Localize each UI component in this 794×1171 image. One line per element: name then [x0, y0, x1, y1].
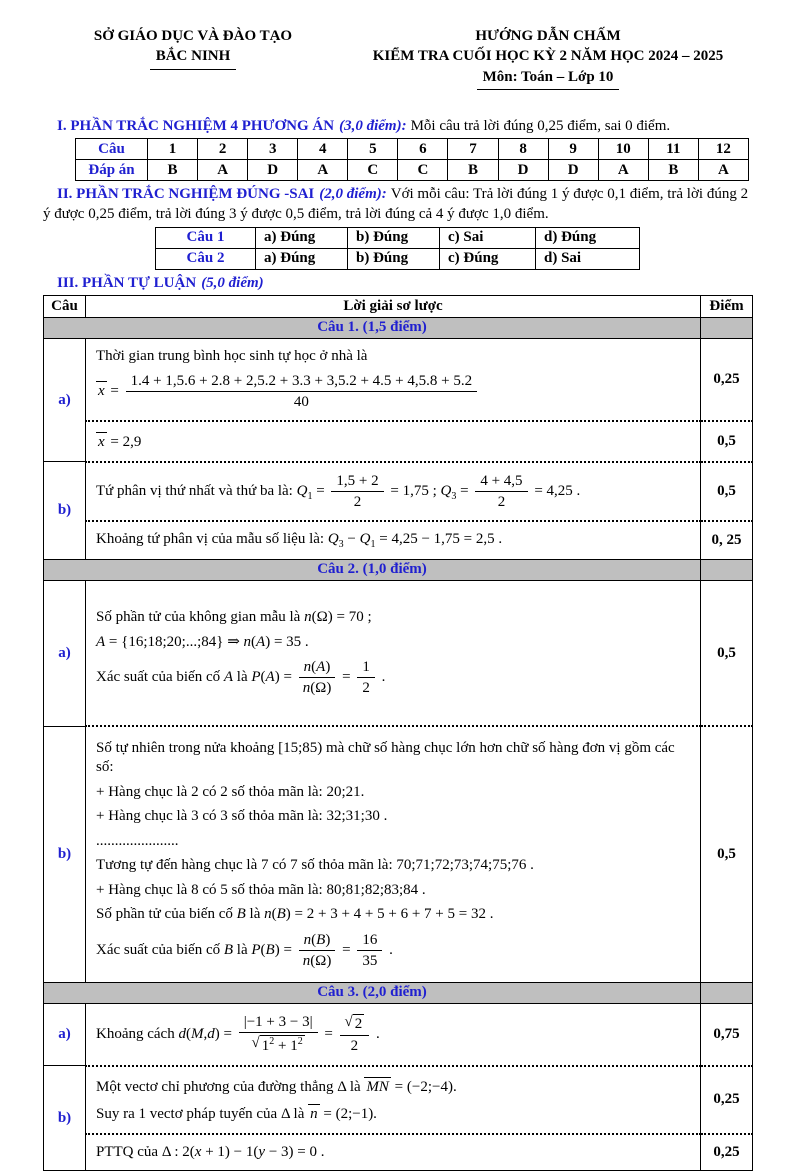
- overline: [96, 432, 107, 451]
- question-number-cell: 11: [648, 139, 698, 160]
- tf-row-label: Câu 2: [156, 248, 256, 269]
- question-band-label: Câu 1. (1,5 điểm): [44, 317, 701, 338]
- answer-letter-cell: A: [698, 160, 748, 181]
- fraction-numerator: 1.4 + 1,5.6 + 2.8 + 2,5.2 + 3.3 + 3,5.2 + 4.5 + 4,5.8 + 5.2: [126, 372, 477, 392]
- points-value: 0,75: [701, 1003, 753, 1065]
- solution-row: [44, 338, 753, 421]
- question-number-cell: 10: [598, 139, 648, 160]
- math-var: n: [264, 906, 272, 922]
- dept-location: BẮC NINH: [150, 46, 237, 69]
- answer-letter-cell: A: [198, 160, 248, 181]
- subject-line-wrap: [343, 67, 753, 90]
- part-label: b): [44, 462, 86, 560]
- question-band-label: Câu 2. (1,0 điểm): [44, 559, 701, 580]
- tf-option-cell: b) Đúng: [348, 227, 440, 248]
- math-var: d: [178, 1025, 186, 1042]
- solution-line: PTTQ của Δ : 2(x + 1) − 1(y − 3) = 0 .: [96, 1143, 325, 1160]
- fraction-numerator: 4 + 4,5: [475, 472, 527, 492]
- mc-answer-table-body: [76, 139, 749, 181]
- points-value: 0,5: [701, 421, 753, 462]
- radical-sign: √: [251, 1034, 260, 1051]
- math-var: B: [265, 941, 275, 958]
- section-3-title: III. PHẦN TỰ LUẬN: [57, 274, 197, 291]
- solution-line: Tương tự đến hàng chục là 7 có 7 số thỏa mãn là: 70;71;72;73;74;75;76 .: [96, 857, 534, 873]
- math-var: A: [265, 668, 275, 685]
- part-label: b): [44, 726, 86, 982]
- radical-sign: √: [344, 1014, 353, 1031]
- solution-content: [86, 462, 701, 521]
- part-label: a): [44, 1003, 86, 1065]
- fraction: [299, 658, 336, 697]
- solution-content: [86, 1003, 701, 1065]
- solution-content: [86, 421, 701, 462]
- section-1-heading: [43, 116, 753, 136]
- solution-table: [43, 295, 753, 1171]
- math-var: M: [190, 1025, 204, 1042]
- math-var: n: [302, 952, 311, 969]
- answer-letter-cell: B: [448, 160, 498, 181]
- math-var: n: [303, 659, 312, 675]
- tf-option-cell: a) Đúng: [256, 227, 348, 248]
- fraction-numerator: 1: [357, 658, 375, 678]
- math-var: n: [304, 609, 312, 625]
- part-label: b): [44, 1066, 86, 1171]
- solution-line: ......................: [96, 832, 179, 849]
- doc-header: [43, 26, 753, 90]
- solution-line: A = {16;18;20;...;84} ⇒ n(A) = 35 .: [96, 633, 309, 650]
- true-false-table-body: [156, 227, 640, 269]
- col-header-diem: Điểm: [701, 295, 753, 317]
- math-var: A: [96, 633, 106, 650]
- fraction-numerator: 1,5 + 2: [331, 472, 383, 492]
- solution-content: [86, 1066, 701, 1134]
- fraction: [126, 372, 477, 411]
- question-band-points-cell: [701, 559, 753, 580]
- subscript: 1: [307, 490, 313, 502]
- question-band-row: [44, 317, 753, 338]
- radicand: 2: [354, 1016, 363, 1033]
- fraction: [299, 931, 336, 970]
- answer-letter-cell: D: [248, 160, 298, 181]
- question-number-cell: 3: [248, 139, 298, 160]
- math-var: MN: [366, 1078, 389, 1095]
- tf-option-cell: a) Đúng: [256, 248, 348, 269]
- solution-line: Tứ phân vị thứ nhất và thứ ba là: $Q_1$ = $\frac{1,5 + 2}{2}$ = 1,75 ; $Q_3$ = $\frac{4 + 4,5}{2}$ = 4,25 .: [96, 472, 581, 510]
- math-var: B: [236, 906, 246, 922]
- question-number-cell: 9: [548, 139, 598, 160]
- solution-row: [44, 521, 753, 560]
- issuing-authority: [43, 26, 343, 90]
- question-band-points-cell: [701, 317, 753, 338]
- solution-content: [86, 338, 701, 421]
- mc-answer-row: [76, 160, 749, 181]
- fraction-numerator: [340, 1013, 370, 1036]
- question-number-cell: 12: [698, 139, 748, 160]
- fraction-denominator: 35: [362, 952, 378, 969]
- solution-row: [44, 1003, 753, 1065]
- section-1-points: (3,0 điểm):: [339, 117, 407, 134]
- math-var: Q: [359, 530, 371, 547]
- solution-row: [44, 1066, 753, 1134]
- tf-row: [156, 227, 640, 248]
- fraction: [340, 1013, 370, 1055]
- math-var: n: [302, 680, 311, 696]
- tf-row-label: Câu 1: [156, 227, 256, 248]
- answer-letter-cell: D: [548, 160, 598, 181]
- mc-row-header-cau: Câu: [76, 139, 148, 160]
- question-number-cell: 6: [398, 139, 448, 160]
- solution-content: [86, 521, 701, 560]
- solution-table-header-row: [44, 295, 753, 317]
- math-var: P: [251, 668, 261, 685]
- math-var: B: [276, 906, 286, 922]
- doc-title: HƯỚNG DẪN CHẤM: [475, 28, 621, 44]
- solution-line: x = 2,9: [98, 434, 142, 451]
- subscript: 1: [370, 538, 376, 550]
- math-var: x: [98, 434, 105, 451]
- part-label: a): [44, 580, 86, 726]
- question-band-row: [44, 559, 753, 580]
- question-number-cell: 5: [348, 139, 398, 160]
- math-var: n: [243, 633, 252, 650]
- answer-letter-cell: A: [298, 160, 348, 181]
- fraction-numerator: n(B): [299, 931, 336, 951]
- col-header-loigiai: Lời giải sơ lược: [86, 295, 701, 317]
- math-var: A: [256, 633, 266, 650]
- math-var: B: [316, 931, 326, 948]
- points-value: 0,25: [701, 338, 753, 421]
- math-var: x: [98, 383, 105, 400]
- superscript: 2: [269, 1035, 275, 1047]
- math-var: A: [316, 659, 326, 675]
- section-1-title: I. PHẦN TRẮC NGHIỆM 4 PHƯƠNG ÁN: [57, 117, 335, 134]
- overline: [308, 1104, 320, 1123]
- fraction-numerator: |−1 + 3 − 3|: [239, 1013, 318, 1033]
- mc-question-row: [76, 139, 749, 160]
- points-value: 0,5: [701, 726, 753, 982]
- radicand: $1^2 + 1^2$: [261, 1035, 303, 1054]
- square-root: [252, 1035, 305, 1056]
- section-1-note: Mỗi câu trả lời đúng 0,25 điểm, sai 0 điểm.: [410, 117, 671, 134]
- dept-name: SỞ GIÁO DỤC VÀ ĐÀO TẠO: [93, 28, 293, 44]
- answer-letter-cell: C: [348, 160, 398, 181]
- fraction-denominator: n(Ω): [302, 680, 332, 696]
- solution-row: [44, 726, 753, 982]
- math-var: n: [303, 931, 312, 948]
- solution-line: x = $\frac{1.4 + 1,5.6 + 2.8 + 2,5.2 + 3.3 + 3,5.2 + 4.5 + 4,5.8 + 5.2}{40}$: [96, 371, 690, 412]
- solution-line: + Hàng chục là 3 có 3 số thỏa mãn là: 32;31;30 .: [96, 808, 388, 824]
- fraction-denominator: [239, 1033, 318, 1056]
- solution-content: [86, 1134, 701, 1171]
- math-var: d: [207, 1025, 215, 1042]
- section-3-heading: [43, 273, 753, 293]
- question-number-cell: 1: [148, 139, 198, 160]
- solution-line: Số phần tử của biến cố B là n(B) = 2 + 3 + 4 + 5 + 6 + 7 + 5 = 32 .: [96, 906, 494, 922]
- question-number-cell: 8: [498, 139, 548, 160]
- math-var: y: [258, 1143, 266, 1160]
- fraction-denominator: 2: [353, 493, 362, 510]
- math-var: Q: [440, 482, 452, 499]
- solution-line: Khoảng cách d(M,d) = |−1 + 3 − 3| √ $1^2 + 1^2$ = √ 2 2 .: [96, 1013, 380, 1054]
- col-header-cau: Câu: [44, 295, 86, 317]
- fraction-denominator: 40: [293, 394, 309, 411]
- doc-title-block: [343, 26, 753, 90]
- solution-line: + Hàng chục là 8 có 5 số thỏa mãn là: 80;81;82;83;84 .: [96, 881, 426, 898]
- mc-row-header-dapan: Đáp án: [76, 160, 148, 181]
- solution-row: [44, 462, 753, 521]
- dept-location-wrap: [43, 46, 343, 69]
- solution-line: Khoảng tứ phân vị của mẫu số liệu là: $Q_3 - Q_1 = 4,25 - 1,75 = 2,5$ .: [96, 530, 503, 550]
- superscript: 2: [297, 1035, 303, 1047]
- points-value: 0,25: [701, 1066, 753, 1134]
- answer-letter-cell: C: [398, 160, 448, 181]
- points-value: 0,25: [701, 1134, 753, 1171]
- section-2-title: II. PHẦN TRẮC NGHIỆM ĐÚNG -SAI: [57, 186, 315, 202]
- fraction: [331, 472, 383, 511]
- solution-row: [44, 1134, 753, 1171]
- fraction-denominator: 2: [362, 680, 370, 696]
- subscript: 3: [338, 538, 344, 550]
- section-3-points: (5,0 điểm): [201, 274, 264, 291]
- math-var: Q: [296, 482, 308, 499]
- solution-line: + Hàng chục là 2 có 2 số thỏa mãn là: 20;21.: [96, 783, 365, 800]
- fraction-denominator: 2: [350, 1038, 359, 1054]
- solution-line: Xác suất của biến cố A là P(A) = $\frac{n(A)}{n(\Omega)}$ = $\frac{1}{2}$ .: [96, 659, 386, 696]
- question-number-cell: 2: [198, 139, 248, 160]
- math-var: x: [194, 1143, 202, 1160]
- answer-letter-cell: D: [498, 160, 548, 181]
- solution-line: Số phần tử của không gian mẫu là n(Ω) = 70 ;: [96, 609, 372, 625]
- math-var: P: [251, 941, 261, 958]
- part-label: a): [44, 338, 86, 462]
- exam-title: KIỂM TRA CUỐI HỌC KỲ 2 NĂM HỌC 2024 – 2025: [372, 48, 724, 65]
- solution-line: Số tự nhiên trong nửa khoảng [15;85) mà chữ số hàng chục lớn hơn chữ số hàng đơn vị gồm các số:: [96, 739, 675, 775]
- tf-option-cell: d) Đúng: [536, 227, 640, 248]
- fraction-numerator: n(A): [299, 658, 336, 678]
- tf-option-cell: d) Sai: [536, 248, 640, 269]
- tf-option-cell: c) Đúng: [440, 248, 536, 269]
- section-2-heading: [43, 184, 753, 225]
- mc-answer-table: [75, 138, 749, 181]
- fraction: [239, 1013, 318, 1056]
- subscript: 3: [451, 490, 457, 502]
- points-value: 0,5: [701, 580, 753, 726]
- tf-option-cell: b) Đúng: [348, 248, 440, 269]
- fraction: [357, 658, 375, 697]
- overline: [96, 381, 107, 400]
- subject-line: Môn: Toán – Lớp 10: [477, 67, 620, 90]
- solution-content: [86, 580, 701, 726]
- solution-content: [86, 726, 701, 982]
- question-band-points-cell: [701, 982, 753, 1003]
- true-false-table: [155, 227, 640, 270]
- math-var: n: [310, 1106, 318, 1122]
- solution-row: [44, 580, 753, 726]
- points-value: 0,5: [701, 462, 753, 521]
- math-var: B: [223, 941, 234, 958]
- points-value: 0, 25: [701, 521, 753, 560]
- square-root: [345, 1014, 365, 1034]
- fraction-denominator: n(Ω): [302, 952, 332, 969]
- answer-letter-cell: B: [148, 160, 198, 181]
- solution-line: Một vectơ chỉ phương của đường thẳng Δ là MN = (−2;−4).: [96, 1078, 457, 1095]
- overline: [364, 1077, 391, 1096]
- question-band-label: Câu 3. (2,0 điểm): [44, 982, 701, 1003]
- solution-line: Thời gian trung bình học sinh tự học ở nhà là: [96, 347, 368, 364]
- section-2-points: (2,0 điểm):: [319, 186, 387, 202]
- fraction: [475, 472, 527, 511]
- solution-line: Xác suất của biến cố B là P(B) = $\frac{n(B)}{n(\Omega)}$ = $\frac{16}{35}$ .: [96, 931, 393, 969]
- tf-row: [156, 248, 640, 269]
- question-number-cell: 4: [298, 139, 348, 160]
- tf-option-cell: c) Sai: [440, 227, 536, 248]
- math-var: A: [223, 668, 234, 685]
- answer-letter-cell: B: [648, 160, 698, 181]
- fraction-numerator: 16: [357, 931, 382, 951]
- solution-table-body: [44, 295, 753, 1170]
- question-number-cell: 7: [448, 139, 498, 160]
- math-var: Q: [327, 530, 339, 547]
- question-band-row: [44, 982, 753, 1003]
- solution-line: Suy ra 1 vectơ pháp tuyến của Δ là n = (2;−1).: [96, 1106, 377, 1122]
- section-2-note: Với mỗi câu: Trả lời đúng 1 ý được 0,1 điểm, trả lời đúng 2 ý được 0,25 điểm, trả lời đúng 3 ý được 0,5 điểm, trả lời đúng cả 4 ý được 1,0 điểm.: [43, 186, 749, 223]
- fraction-denominator: 2: [497, 493, 506, 510]
- answer-letter-cell: A: [598, 160, 648, 181]
- solution-row: [44, 421, 753, 462]
- fraction: [357, 931, 382, 970]
